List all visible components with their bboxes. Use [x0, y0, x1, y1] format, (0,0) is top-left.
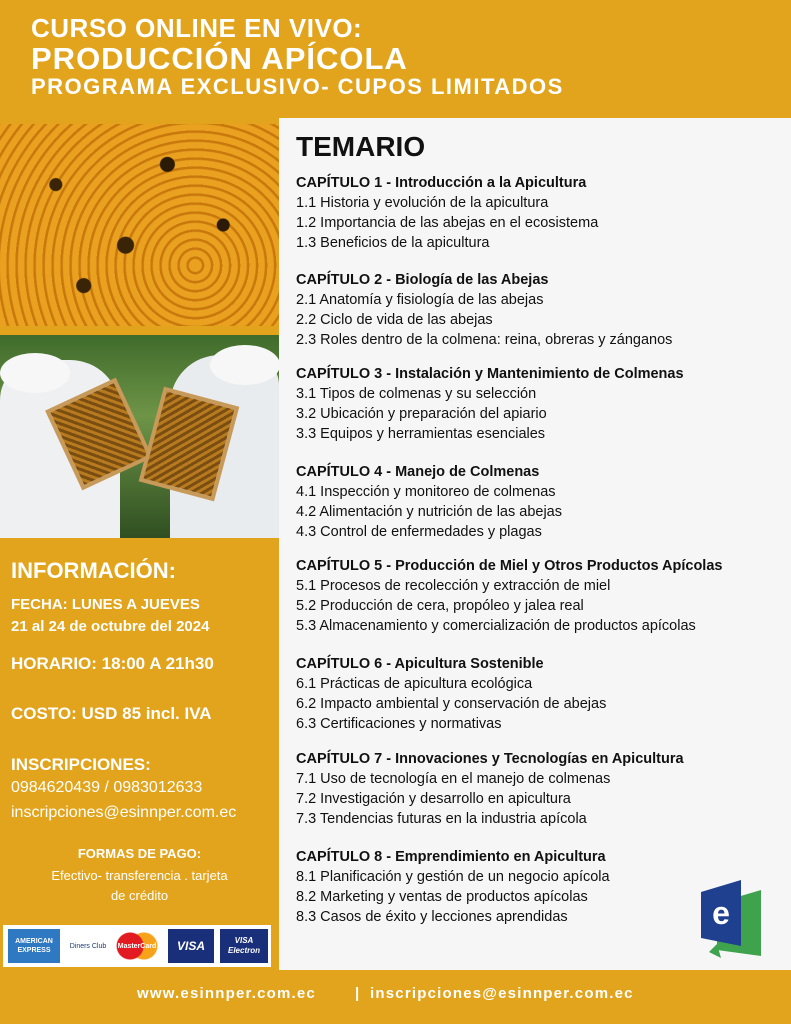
- chapter-title: CAPÍTULO 5 - Producción de Miel y Otros Productos Apícolas: [296, 558, 723, 574]
- beekeeper-hat-right: [210, 345, 279, 385]
- chapter-item: 7.3 Tendencias futuras en la industria apícola: [296, 811, 587, 827]
- course-title: PRODUCCIÓN APÍCOLA: [31, 41, 408, 76]
- chapter-item: 3.3 Equipos y herramientas esenciales: [296, 426, 546, 442]
- chapter-title: CAPÍTULO 1 - Introducción a la Apicultura: [296, 175, 587, 191]
- chapter-title: CAPÍTULO 7 - Innovaciones y Tecnologías en Apicultura: [296, 751, 684, 767]
- chapter-item: 6.3 Certificaciones y normativas: [296, 716, 502, 732]
- chapter-title: CAPÍTULO 2 - Biología de las Abejas: [296, 272, 549, 288]
- footer-email-link[interactable]: inscripciones@esinnper.com.ec: [370, 985, 634, 1002]
- chapter-item: 1.1 Historia y evolución de la apicultura: [296, 195, 549, 211]
- chapter-item: 4.3 Control de enfermedades y plagas: [296, 524, 542, 540]
- pago-line1: Efectivo- transferencia . tarjeta: [51, 868, 228, 883]
- mastercard-logo: MasterCard: [114, 929, 160, 963]
- header-banner: [0, 0, 791, 118]
- chapter-3: [296, 364, 684, 444]
- chapter-item: 8.1 Planificación y gestión de un negocio apícola: [296, 869, 610, 885]
- header-line3: PROGRAMA EXCLUSIVO- CUPOS LIMITADOS: [31, 74, 564, 99]
- chapter-item: 6.2 Impacto ambiental y conservación de abejas: [296, 696, 607, 712]
- chapter-item: 7.1 Uso de tecnología en el manejo de colmenas: [296, 771, 611, 787]
- chapter-item: 1.3 Beneficios de la apicultura: [296, 235, 490, 251]
- inscripciones-label: INSCRIPCIONES:: [11, 755, 151, 774]
- chapter-item: 2.2 Ciclo de vida de las abejas: [296, 312, 493, 328]
- chapter-item: 5.3 Almacenamiento y comercialización de productos apícolas: [296, 618, 696, 634]
- visa-logo: VISA: [168, 929, 214, 963]
- temario-panel: [279, 118, 791, 970]
- esinnper-logo-icon: [699, 878, 764, 963]
- chapter-2: [296, 270, 672, 350]
- chapter-item: 4.1 Inspección y monitoreo de colmenas: [296, 484, 556, 500]
- chapter-item: 4.2 Alimentación y nutrición de las abejas: [296, 504, 562, 520]
- footer-bar: [0, 970, 791, 1024]
- chapter-title: CAPÍTULO 4 - Manejo de Colmenas: [296, 464, 540, 480]
- beekeeper-hat-left: [0, 353, 70, 393]
- chapter-7: [296, 749, 684, 829]
- footer-separator: |: [355, 985, 361, 1002]
- chapter-item: 1.2 Importancia de las abejas en el ecosistema: [296, 215, 599, 231]
- header-line1: CURSO ONLINE EN VIVO:: [31, 13, 363, 43]
- chapter-title: CAPÍTULO 8 - Emprendimiento en Apicultura: [296, 849, 606, 865]
- horario: HORARIO: 18:00 A 21h30: [11, 654, 214, 673]
- chapter-item: 5.2 Producción de cera, propóleo y jalea real: [296, 598, 584, 614]
- fecha-label: FECHA: LUNES A JUEVES: [11, 596, 200, 613]
- chapter-5: [296, 556, 722, 636]
- chapter-item: 3.2 Ubicación y preparación del apiario: [296, 406, 547, 422]
- website-link[interactable]: www.esinnper.com.ec: [137, 985, 316, 1002]
- chapter-8: [296, 847, 610, 927]
- fecha-value: 21 al 24 de octubre del 2024: [11, 618, 210, 635]
- chapter-item: 2.3 Roles dentro de la colmena: reina, obreras y zánganos: [296, 332, 673, 348]
- chapter-item: 3.1 Tipos de colmenas y su selección: [296, 386, 537, 402]
- temario-title: TEMARIO: [296, 131, 426, 162]
- amex-logo: AMERICAN EXPRESS: [8, 929, 60, 963]
- chapter-item: 2.1 Anatomía y fisiología de las abejas: [296, 292, 544, 308]
- chapter-title: CAPÍTULO 3 - Instalación y Mantenimiento de Colmenas: [296, 366, 684, 382]
- info-section: [0, 546, 279, 970]
- honeycomb-bees-photo: [0, 124, 279, 326]
- email-link[interactable]: inscripciones@esinnper.com.ec: [11, 804, 237, 821]
- beekeepers-photo: [0, 335, 279, 538]
- chapter-1: [296, 173, 598, 253]
- svg-text:e: e: [712, 895, 730, 931]
- chapter-item: 7.2 Investigación y desarrollo en apicultura: [296, 791, 571, 807]
- chapter-4: [296, 462, 562, 542]
- visa-electron-logo: VISA Electron: [220, 929, 268, 963]
- chapter-item: 6.1 Prácticas de apicultura ecológica: [296, 676, 533, 692]
- chapter-item: 5.1 Procesos de recolección y extracción de miel: [296, 578, 611, 594]
- chapter-6: [296, 654, 606, 734]
- chapter-title: CAPÍTULO 6 - Apicultura Sostenible: [296, 656, 544, 672]
- pago-line2: de crédito: [110, 888, 169, 903]
- pago-label: FORMAS DE PAGO:: [77, 846, 202, 861]
- chapter-item: 8.2 Marketing y ventas de productos apícolas: [296, 889, 588, 905]
- phone-numbers[interactable]: 0984620439 / 0983012633: [11, 779, 203, 796]
- chapter-item: 8.3 Casos de éxito y lecciones aprendidas: [296, 909, 568, 925]
- info-title: INFORMACIÓN:: [11, 558, 176, 583]
- costo: COSTO: USD 85 incl. IVA: [11, 704, 212, 723]
- diners-logo: Diners Club: [69, 942, 107, 950]
